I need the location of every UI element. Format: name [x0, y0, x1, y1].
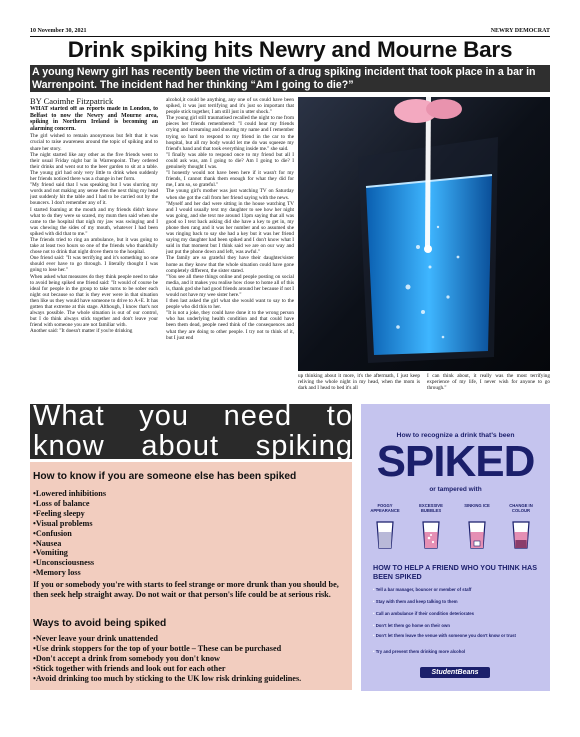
symptom-list: [33, 489, 351, 578]
article-paragraph: "Myself and her dad were sitting in the house watching TV and I would usually text my daughter to see how her night was going, and she text me around 11pm saying that all was good so I text back asking did she have a key to get in, my phone then rang and it was her number and so assumed she was ringing back to say she had a key but it was her friend saying my daughter had been spiked and I don't know what I said in that moment but I think said we are on our way and just put the phone down and left, was awful.": [166, 200, 294, 256]
article-paragraph: "I finally was able to respond once to my friend but all I could ask was, am I going to die? Am I going to die? I genuinely thought I was.: [166, 151, 294, 171]
infographic-title: How to recognize a drink that's been: [396, 432, 515, 439]
infographic-big-word: SPIKED: [376, 437, 535, 486]
help-tip: • Call an ambulance if their condition deteriorates: [373, 611, 545, 616]
article-paragraph: One friend said: "It was terrifying and it's something no one should ever have to go through. I literally thought I was going to lose her.": [30, 255, 158, 274]
byline: BY Caoimhe Fitzpatrick: [30, 96, 114, 106]
help-tip: • Don't let them go home on their own: [373, 623, 545, 628]
foggy-glass-icon: [375, 520, 395, 550]
standfirst: A young Newry girl has recently been the victim of a drug spiking incident that took place in a bar in Warrenpoint. The incident had her thinking “Am I going to die?”: [30, 65, 550, 92]
sinking-ice-glass-icon: [467, 520, 487, 550]
list-item: •Avoid drinking too much by sticking to the UK low risk drinking guidelines.: [33, 673, 302, 683]
article-paragraph: I then last asked the girl what she would want to say to the people who did this to her.: [166, 298, 294, 311]
list-item: •Loss of balance: [33, 498, 90, 508]
drink-photo: [298, 97, 550, 371]
article-paragraph: "You see all these things online and people posting on social media, and it makes you realise how close to home all of this is, thank god she had good friends around her because if not I would not have my wee sister here.": [166, 273, 294, 298]
sign-label-bubbles: EXCESSIVE BUBBLES: [419, 503, 443, 513]
list-item: •Confusion: [33, 528, 72, 538]
help-tip: • Stay with them and keep talking to them: [373, 599, 545, 604]
article-paragraph: "I honestly would not have been here if it wasn't for my friends, I cannot thank them enough for what they did for me, I am so, so grateful.": [166, 170, 294, 189]
article-paragraph: The family are so grateful they have their daughter/sister home as they know that the whole situation could have gone completely different, the sister stated.: [166, 255, 294, 274]
list-item: •Never leave your drink unattended: [33, 634, 158, 643]
page-date: 10 November 30, 2021: [30, 28, 87, 34]
article-column-3: up thinking about it more, it's the aftermath, I just keep reliving the whole night in my head, when the mom is dark and I head to bed it's all: [298, 373, 420, 392]
list-item: •Vomiting: [33, 548, 68, 558]
help-heading: HOW TO HELP A FRIEND WHO YOU THINK HAS BEEN SPIKED: [373, 563, 537, 581]
list-item: •Don't accept a drink from somebody you don't know: [33, 653, 220, 663]
article-paragraph: "My friend said that I was speaking but I was slurring my words and not making any sense then the next thing my head just suddenly hit the table and I had to be carried out by the bouncers. I don't remember any of it.: [30, 182, 158, 207]
list-item: •Use drink stoppers for the top of your bottle – These can be purchased: [33, 643, 282, 653]
article-lead: WHAT started off as reports made in London, to Belfast to now the Newry and Mourne area, spiking in Northern Ireland is becoming an alarming concern.: [30, 106, 158, 132]
list-item: •Feeling sleepy: [33, 508, 85, 518]
article-paragraph: When asked what measures do they think people need to take to avoid being spiked one friend said: "It would of course be ideal for people in the group to take turns to be sober each night out because so that is they ever were in that situation then like us they would have someone to drive to A+E. It has gotten that extreme at this stage. Although, I know that's not always possible. The whole situation is out of our control, but I do think always stick together and don't leave your friend with someone you are not familiar with.: [30, 273, 158, 329]
infographic-subtitle: or tampered with: [429, 486, 482, 493]
bubbles-glass-icon: [421, 520, 441, 550]
article-paragraph: The friends tried to ring an ambulance, but it was going to take at least two hours so one of the friends who thankfully chose not to drink that night drove them to the hospital.: [30, 236, 158, 256]
article-paragraph: "It is not a joke, they could have done it to the wrong person who has underlying health condition and that could have been them dead, people need think of the consequences and what they are doing to other people. I try not to think of it, but I just end: [166, 310, 294, 341]
article-column-1: [30, 106, 158, 398]
list-item: •Memory loss: [33, 568, 81, 578]
avoid-list: [33, 634, 351, 684]
article-paragraph: alcohol,it could be anything, any one of us could have been spiked, it was just terrifying and it's just so important that people stick together, I am still just in utter shock.": [166, 97, 294, 116]
article-paragraph: The night started like any other as the five friends went to their usual Friday night bar in Warrenpoint. They ordered their drinks and went out to the beer garden to sit at a table. The young girl had only very little to drink when suddenly her friends noticed there was a change in her form.: [30, 151, 158, 183]
article-paragraph: The young girl still traumatised recalled the night to me from pieces her friends remembered: "I could hear my friends crying and screaming and shouting my name and I remember trying so hard to respond to my friend in the car to the hospital, but all my body would let me do was squeeze my friend's hand and that took everything inside me." she said.: [166, 115, 294, 152]
headline: Drink spiking hits Newry and Mourne Bars: [67, 37, 513, 62]
sign-label-colour: CHANGE IN COLOUR: [509, 503, 533, 513]
list-item: •Visual problems: [33, 518, 93, 528]
list-item: •Stick together with friends and look out for each other: [33, 663, 226, 673]
article-paragraph: I started foaming at the mouth and my friends didn't know what to do they were so scared, my mum then said when she came to the hospital that nigh my jaw was swinging and I was chewing the sides of my mouth, whatever I had been spiked with did that to me.": [30, 206, 158, 237]
article-column-2: [166, 97, 294, 398]
help-tip: • Don't let them leave the venue with someone you don't know or trust: [373, 633, 545, 638]
colour-change-glass-icon: [511, 520, 531, 550]
help-tip: • Try and prevent them drinking more alcohol: [373, 649, 545, 654]
feature-title: What you need to know about spiking: [33, 400, 353, 462]
article-paragraph: The young girl's mother was just watching TV on Saturday when she got the call from her friend saying with the news.: [166, 188, 294, 201]
studentbeans-logo: StudentBeans: [420, 667, 490, 678]
list-item: •Lowered inhibitions: [33, 489, 107, 498]
list-item: •Unconsciousness: [33, 558, 95, 568]
help-tip: • Tell a bar manager, bouncer or member of staff: [373, 587, 545, 592]
avoid-heading: Ways to avoid being spiked: [33, 618, 167, 629]
article-paragraph: Another said: "It doesn't matter if you're drinking: [30, 328, 133, 335]
symptoms-heading: How to know if you are someone else has been spiked: [33, 471, 297, 482]
drink-photo-illustration: [298, 97, 550, 371]
advice-text: If you or somebody you're with starts to feel strange or more drunk than you should be, then seek help straight away. Do not wait or that person's life could be at serious risk.: [33, 580, 339, 599]
newspaper-name: NEWRY DEMOCRAT: [490, 28, 550, 34]
sign-label-sinking-ice: SINKING ICE: [464, 503, 490, 508]
list-item: •Nausea: [33, 538, 62, 548]
sign-label-foggy: FOGGY APPEARANCE: [370, 503, 400, 513]
article-column-4: I can think about, it really was the most terrifying experience of my life, I never wish for anyone to go through.": [427, 373, 550, 392]
article-paragraph: The girl wished to remain anonymous but felt that it was crucial to raise awareness around the topic of spiking and to share her story.: [30, 133, 158, 152]
